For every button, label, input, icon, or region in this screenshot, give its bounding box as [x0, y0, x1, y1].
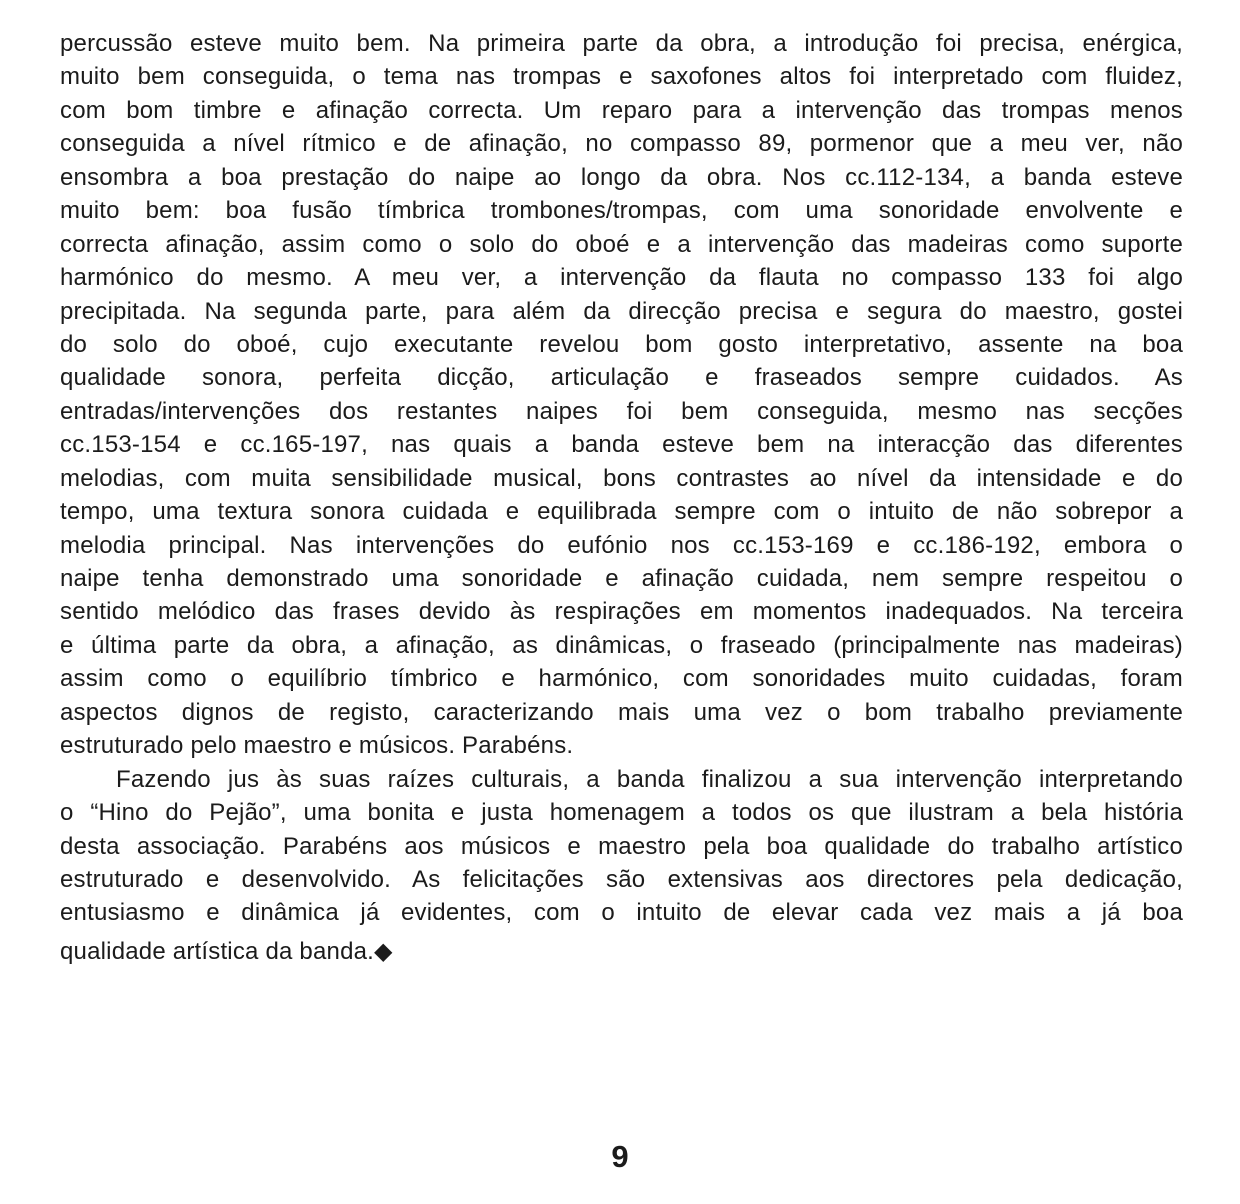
text-line: tempo, uma textura sonora cuidada e equilibrada sempre com o intuito de não sobrepor a [60, 498, 1183, 526]
text-line: conseguida a nível rítmico e de afinação, no compasso 89, pormenor que a meu ver, não [60, 130, 1183, 158]
text-line: muito bem conseguida, o tema nas trompas e saxofones altos foi interpretado com fluidez, [60, 63, 1183, 91]
text-line: Fazendo jus às suas raízes culturais, a banda finalizou a sua intervenção interpretando [116, 765, 1183, 793]
text-line: assim como o equilíbrio tímbrico e harmónico, com sonoridades muito cuidadas, foram [60, 665, 1183, 693]
text-line: aspectos dignos de registo, caracterizando mais uma vez o bom trabalho previamente [60, 698, 1183, 726]
paragraph [60, 27, 1183, 763]
text-line: correcta afinação, assim como o solo do oboé e a intervenção das madeiras como suporte [60, 230, 1183, 258]
text-line: com bom timbre e afinação correcta. Um reparo para a intervenção das trompas menos [60, 96, 1183, 124]
text-line: cc.153-154 e cc.165-197, nas quais a banda esteve bem na interacção das diferentes [60, 431, 1183, 459]
text-line: percussão esteve muito bem. Na primeira parte da obra, a introdução foi precisa, enérgica, [60, 30, 1183, 57]
text-line: precipitada. Na segunda parte, para além da direcção precisa e segura do maestro, gostei [60, 297, 1183, 325]
article-text-block [60, 27, 1183, 968]
text-line: estruturado e desenvolvido. As felicitações são extensivas aos directores pela dedicação, [60, 865, 1183, 893]
text-line: desta associação. Parabéns aos músicos e maestro pela boa qualidade do trabalho artístico [60, 832, 1183, 860]
text-line: muito bem: boa fusão tímbrica trombones/trompas, com uma sonoridade envolvente e [60, 197, 1183, 225]
text-line: qualidade sonora, perfeita dicção, articulação e fraseados sempre cuidados. As [60, 364, 1183, 392]
text-line: naipe tenha demonstrado uma sonoridade e afinação cuidada, nem sempre respeitou o [60, 565, 1183, 592]
text-line: e última parte da obra, a afinação, as dinâmicas, o fraseado (principalmente nas madeiras) [60, 631, 1183, 659]
text-line: melodia principal. Nas intervenções do eufónio nos cc.153-169 e cc.186-192, embora o [60, 531, 1183, 559]
text-line: do solo do oboé, cujo executante revelou bom gosto interpretativo, assente na boa [60, 330, 1183, 358]
paragraph [60, 763, 1183, 969]
text-line: melodias, com muita sensibilidade musical, bons contrastes ao nível da intensidade e do [60, 464, 1183, 492]
text-line: sentido melódico das frases devido às respirações em momentos inadequados. Na terceira [60, 598, 1183, 626]
text-line: ensombra a boa prestação do naipe ao longo da obra. Nos cc.112-134, a banda esteve [60, 163, 1183, 191]
text-line: estruturado pelo maestro e músicos. Parabéns. [60, 732, 574, 760]
text-line: entradas/intervenções dos restantes naipes foi bem conseguida, mesmo nas secções [60, 397, 1183, 425]
text-line: o “Hino do Pejão”, uma bonita e justa homenagem a todos os que ilustram a bela história [60, 799, 1183, 827]
page-number: 9 [611, 1139, 629, 1174]
text-line: harmónico do mesmo. A meu ver, a intervenção da flauta no compasso 133 foi algo [60, 264, 1183, 292]
text-line: entusiasmo e dinâmica já evidentes, com o intuito de elevar cada vez mais a já boa [60, 899, 1183, 927]
text-line: qualidade artística da banda.◆ [60, 937, 393, 965]
